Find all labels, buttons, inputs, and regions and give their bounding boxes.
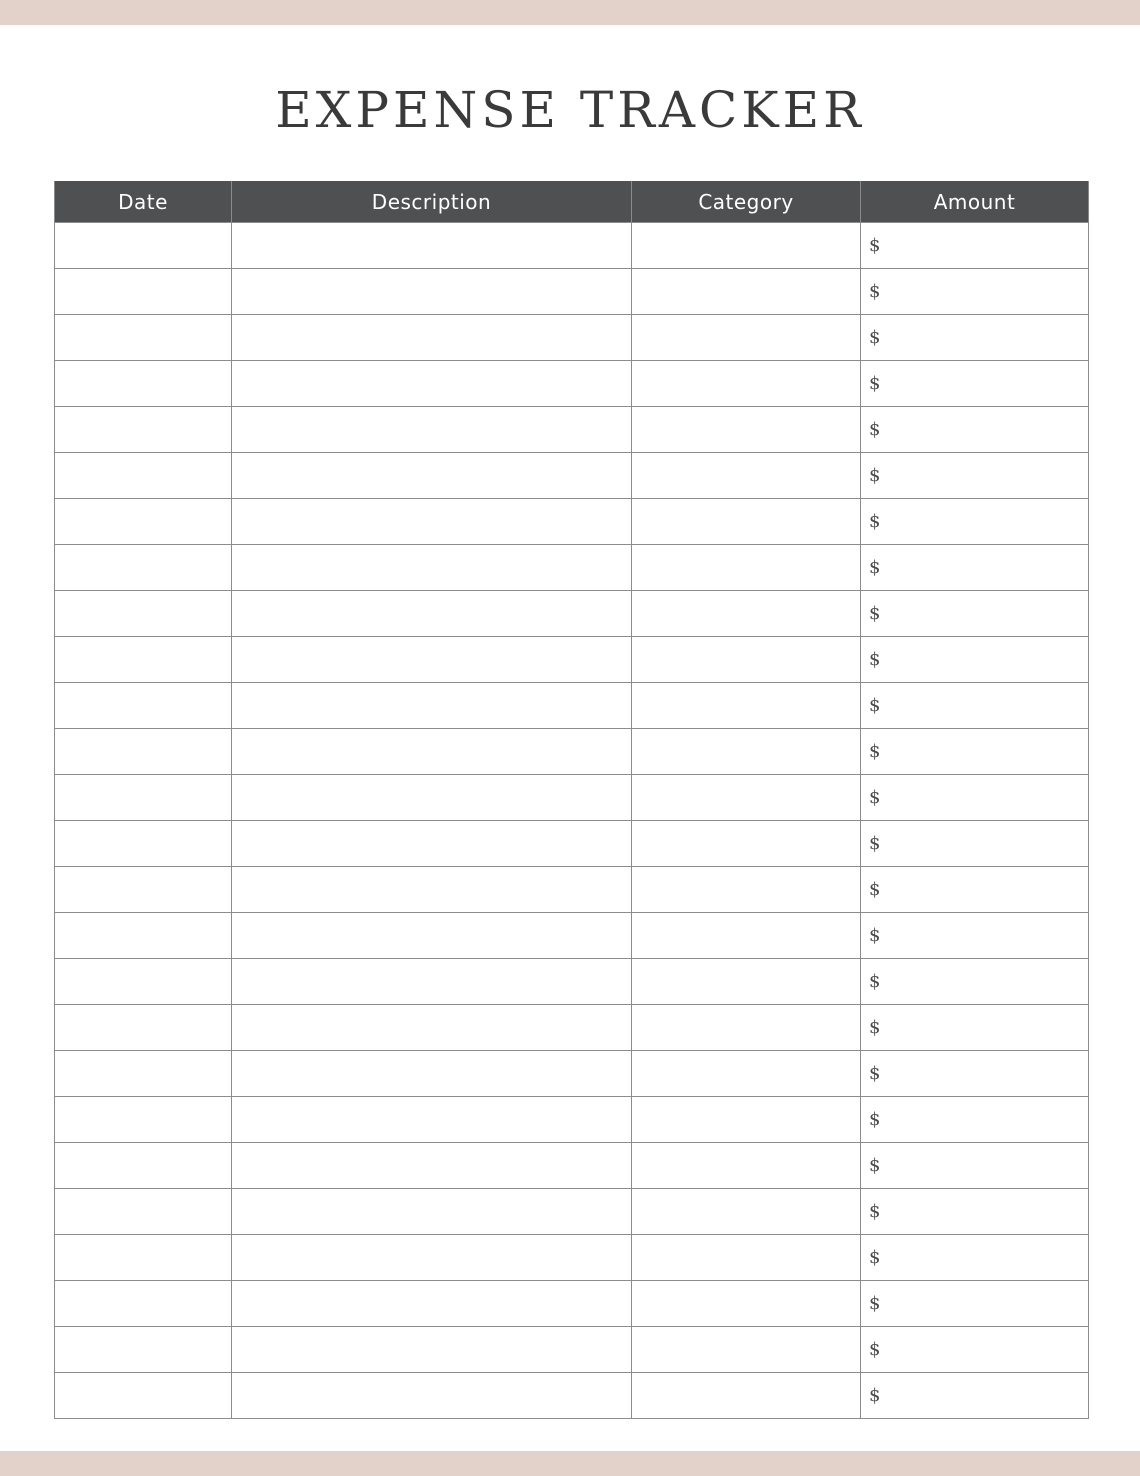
currency-symbol: $ — [869, 879, 881, 900]
table-row — [55, 1235, 1089, 1281]
date-cell[interactable] — [55, 775, 232, 821]
description-cell[interactable] — [232, 775, 632, 821]
amount-cell[interactable] — [861, 269, 1089, 315]
date-cell[interactable] — [55, 223, 232, 269]
amount-cell[interactable] — [861, 1143, 1089, 1189]
description-cell[interactable] — [232, 729, 632, 775]
amount-cell[interactable] — [861, 959, 1089, 1005]
table-row — [55, 1373, 1089, 1419]
category-cell[interactable] — [632, 683, 861, 729]
category-cell[interactable] — [632, 867, 861, 913]
table-row — [55, 453, 1089, 499]
column-header-date: Date — [55, 181, 232, 223]
table-row — [55, 361, 1089, 407]
date-cell[interactable] — [55, 683, 232, 729]
amount-cell[interactable] — [861, 1281, 1089, 1327]
description-cell[interactable] — [232, 1235, 632, 1281]
amount-cell[interactable] — [861, 775, 1089, 821]
description-cell[interactable] — [232, 913, 632, 959]
date-cell[interactable] — [55, 1051, 232, 1097]
description-cell[interactable] — [232, 269, 632, 315]
description-cell[interactable] — [232, 1373, 632, 1419]
table-body — [55, 223, 1089, 1419]
date-cell[interactable] — [55, 361, 232, 407]
description-cell[interactable] — [232, 959, 632, 1005]
table-row — [55, 315, 1089, 361]
amount-cell[interactable] — [861, 867, 1089, 913]
table-row — [55, 1327, 1089, 1373]
category-cell[interactable] — [632, 223, 861, 269]
currency-symbol: $ — [869, 1017, 881, 1038]
description-cell[interactable] — [232, 821, 632, 867]
table-row — [55, 867, 1089, 913]
table-row — [55, 913, 1089, 959]
table-row — [55, 591, 1089, 637]
table-row — [55, 637, 1089, 683]
date-cell[interactable] — [55, 315, 232, 361]
amount-cell[interactable] — [861, 223, 1089, 269]
currency-symbol: $ — [869, 971, 881, 992]
description-cell[interactable] — [232, 1189, 632, 1235]
date-cell[interactable] — [55, 499, 232, 545]
category-cell[interactable] — [632, 1051, 861, 1097]
currency-symbol: $ — [869, 925, 881, 946]
amount-cell[interactable] — [861, 315, 1089, 361]
expense-table — [54, 181, 1089, 1419]
date-cell[interactable] — [55, 729, 232, 775]
currency-symbol: $ — [869, 281, 881, 302]
column-header-amount: Amount — [861, 181, 1089, 223]
table-row — [55, 1097, 1089, 1143]
category-cell[interactable] — [632, 453, 861, 499]
date-cell[interactable] — [55, 1189, 232, 1235]
currency-symbol: $ — [869, 235, 881, 256]
amount-cell[interactable] — [861, 453, 1089, 499]
currency-symbol: $ — [869, 419, 881, 440]
table-row — [55, 407, 1089, 453]
column-header-category: Category — [632, 181, 861, 223]
category-cell[interactable] — [632, 361, 861, 407]
category-cell[interactable] — [632, 499, 861, 545]
description-cell[interactable] — [232, 867, 632, 913]
table-row — [55, 223, 1089, 269]
description-cell[interactable] — [232, 1051, 632, 1097]
description-cell[interactable] — [232, 1281, 632, 1327]
date-cell[interactable] — [55, 453, 232, 499]
category-cell[interactable] — [632, 1281, 861, 1327]
table-row — [55, 499, 1089, 545]
amount-cell[interactable] — [861, 1235, 1089, 1281]
date-cell[interactable] — [55, 1327, 232, 1373]
date-cell[interactable] — [55, 269, 232, 315]
date-cell[interactable] — [55, 1373, 232, 1419]
amount-cell[interactable] — [861, 913, 1089, 959]
date-cell[interactable] — [55, 1235, 232, 1281]
amount-cell[interactable] — [861, 683, 1089, 729]
table-row — [55, 775, 1089, 821]
currency-symbol: $ — [869, 741, 881, 762]
amount-cell[interactable] — [861, 1051, 1089, 1097]
description-cell[interactable] — [232, 1005, 632, 1051]
description-cell[interactable] — [232, 361, 632, 407]
table-row — [55, 729, 1089, 775]
amount-cell[interactable] — [861, 1005, 1089, 1051]
currency-symbol: $ — [869, 1063, 881, 1084]
amount-cell[interactable] — [861, 591, 1089, 637]
category-cell[interactable] — [632, 407, 861, 453]
amount-cell[interactable] — [861, 361, 1089, 407]
category-cell[interactable] — [632, 913, 861, 959]
table-row — [55, 1189, 1089, 1235]
currency-symbol: $ — [869, 1339, 881, 1360]
description-cell[interactable] — [232, 315, 632, 361]
currency-symbol: $ — [869, 327, 881, 348]
category-cell[interactable] — [632, 1143, 861, 1189]
amount-cell[interactable] — [861, 1373, 1089, 1419]
description-cell[interactable] — [232, 1143, 632, 1189]
date-cell[interactable] — [55, 591, 232, 637]
category-cell[interactable] — [632, 959, 861, 1005]
table-row — [55, 1143, 1089, 1189]
currency-symbol: $ — [869, 1293, 881, 1314]
amount-cell[interactable] — [861, 499, 1089, 545]
currency-symbol: $ — [869, 465, 881, 486]
currency-symbol: $ — [869, 649, 881, 670]
category-cell[interactable] — [632, 545, 861, 591]
amount-cell[interactable] — [861, 1097, 1089, 1143]
category-cell[interactable] — [632, 591, 861, 637]
description-cell[interactable] — [232, 591, 632, 637]
category-cell[interactable] — [632, 821, 861, 867]
category-cell[interactable] — [632, 637, 861, 683]
table-row — [55, 1051, 1089, 1097]
date-cell[interactable] — [55, 867, 232, 913]
amount-cell[interactable] — [861, 545, 1089, 591]
table-row — [55, 545, 1089, 591]
description-cell[interactable] — [232, 683, 632, 729]
description-cell[interactable] — [232, 637, 632, 683]
date-cell[interactable] — [55, 821, 232, 867]
date-cell[interactable] — [55, 637, 232, 683]
table-row — [55, 821, 1089, 867]
amount-cell[interactable] — [861, 729, 1089, 775]
category-cell[interactable] — [632, 775, 861, 821]
currency-symbol: $ — [869, 1247, 881, 1268]
category-cell[interactable] — [632, 1097, 861, 1143]
category-cell[interactable] — [632, 1327, 861, 1373]
amount-cell[interactable] — [861, 1189, 1089, 1235]
currency-symbol: $ — [869, 557, 881, 578]
date-cell[interactable] — [55, 407, 232, 453]
currency-symbol: $ — [869, 1385, 881, 1406]
table-row — [55, 959, 1089, 1005]
table-row — [55, 683, 1089, 729]
category-cell[interactable] — [632, 1189, 861, 1235]
currency-symbol: $ — [869, 1155, 881, 1176]
description-cell[interactable] — [232, 453, 632, 499]
date-cell[interactable] — [55, 545, 232, 591]
amount-cell[interactable] — [861, 637, 1089, 683]
category-cell[interactable] — [632, 1235, 861, 1281]
category-cell[interactable] — [632, 1005, 861, 1051]
description-cell[interactable] — [232, 223, 632, 269]
currency-symbol: $ — [869, 695, 881, 716]
description-cell[interactable] — [232, 407, 632, 453]
currency-symbol: $ — [869, 603, 881, 624]
table-row — [55, 1281, 1089, 1327]
date-cell[interactable] — [55, 1097, 232, 1143]
table-row — [55, 269, 1089, 315]
amount-cell[interactable] — [861, 1327, 1089, 1373]
amount-cell[interactable] — [861, 821, 1089, 867]
date-cell[interactable] — [55, 1281, 232, 1327]
currency-symbol: $ — [869, 787, 881, 808]
date-cell[interactable] — [55, 959, 232, 1005]
description-cell[interactable] — [232, 1097, 632, 1143]
currency-symbol: $ — [869, 511, 881, 532]
description-cell[interactable] — [232, 1327, 632, 1373]
column-header-description: Description — [232, 181, 632, 223]
description-cell[interactable] — [232, 499, 632, 545]
table-row — [55, 1005, 1089, 1051]
currency-symbol: $ — [869, 1201, 881, 1222]
amount-cell[interactable] — [861, 407, 1089, 453]
table-header-row — [55, 181, 1089, 223]
bottom-decorative-band — [0, 1451, 1140, 1476]
category-cell[interactable] — [632, 1373, 861, 1419]
page-title: EXPENSE TRACKER — [275, 81, 865, 139]
date-cell[interactable] — [55, 1143, 232, 1189]
currency-symbol: $ — [869, 833, 881, 854]
category-cell[interactable] — [632, 729, 861, 775]
top-decorative-band — [0, 0, 1140, 25]
date-cell[interactable] — [55, 913, 232, 959]
date-cell[interactable] — [55, 1005, 232, 1051]
currency-symbol: $ — [869, 1109, 881, 1130]
description-cell[interactable] — [232, 545, 632, 591]
category-cell[interactable] — [632, 315, 861, 361]
currency-symbol: $ — [869, 373, 881, 394]
category-cell[interactable] — [632, 269, 861, 315]
